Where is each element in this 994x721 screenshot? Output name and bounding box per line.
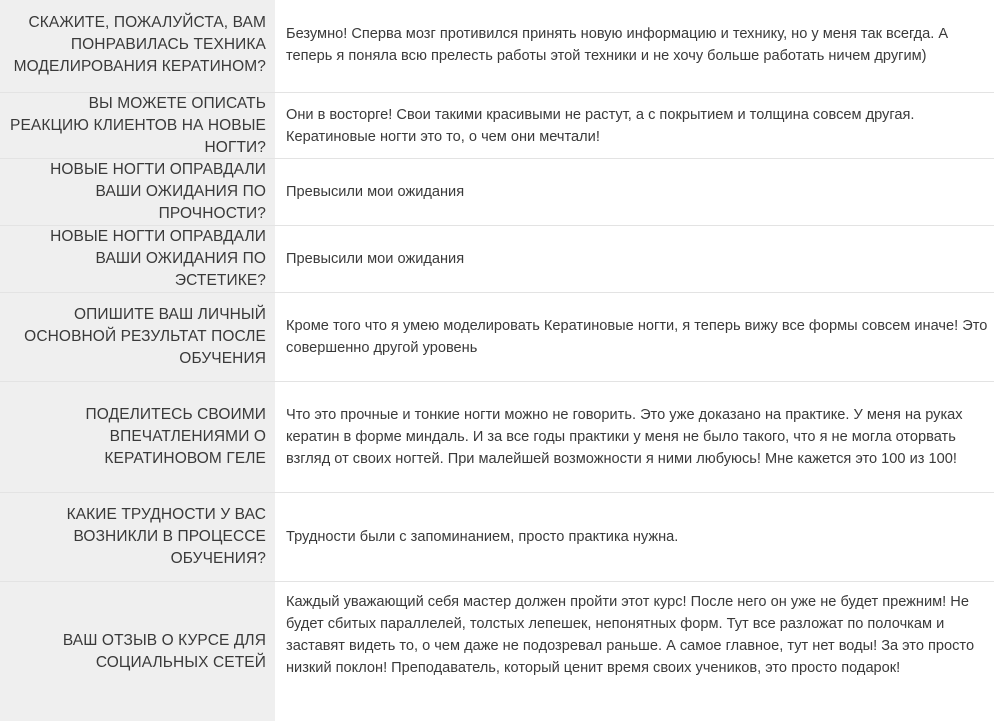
question-text: ОПИШИТЕ ВАШ ЛИЧНЫЙ ОСНОВНОЙ РЕЗУЛЬТАТ ПОСЛЕ ОБУЧЕНИЯ [24,306,266,367]
answer-cell [275,0,994,92]
question-cell [0,0,275,92]
question-text: КАКИЕ ТРУДНОСТИ У ВАС ВОЗНИКЛИ В ПРОЦЕССЕ ОБУЧЕНИЯ? [66,506,266,567]
question-cell [0,582,275,721]
answer-cell [275,293,994,381]
answer-text: Что это прочные и тонкие ногти можно не говорить. Это уже доказано на практике. У меня на руках кератин в форме миндаль. И за все годы практики у меня не было такого, что я не могла оторвать взгляд от своих ногтей. При малейшей возможности я ними любуюсь! Мне кажется это 100 из 100! [286,407,963,467]
question-text: ПОДЕЛИТЕСЬ СВОИМИ ВПЕЧАТЛЕНИЯМИ О КЕРАТИНОВОМ ГЕЛЕ [85,406,266,467]
question-cell [0,226,275,292]
answer-cell [275,226,994,292]
answer-text: Каждый уважающий себя мастер должен пройти этот курс! После него он уже не будет прежним! Не будет сбитых параллелей, толстых лепешек, непонятных форм. Тут все разложат по полочкам и заставят видеть то, о чем даже не подозревал раньше. А самое главное, тут нет воды! За это просто низкий поклон! Преподаватель, который ценит время своих учеников, это просто подарок! [286,594,975,676]
question-cell [0,93,275,158]
table-row [0,0,994,92]
answer-text: Кроме того что я умею моделировать Кератиновые ногти, я теперь вижу все формы совсем иначе! Это совершенно другой уровень [286,318,988,356]
answer-text: Безумно! Сперва мозг противился принять новую информацию и технику, но у меня так всегда. А теперь я поняла всю прелесть работы этой техники и не хочу больше работать ничем другим) [286,26,949,64]
answer-cell [275,493,994,581]
question-text: СКАЖИТЕ, ПОЖАЛУЙСТА, ВАМ ПОНРАВИЛАСЬ ТЕХНИКА МОДЕЛИРОВАНИЯ КЕРАТИНОМ? [13,14,266,75]
answer-cell [275,159,994,225]
answer-text: Трудности были с запоминанием, просто практика нужна. [286,529,679,545]
table-row [0,381,994,492]
answer-cell [275,382,994,492]
table-row [0,581,994,721]
question-cell [0,493,275,581]
question-text: НОВЫЕ НОГТИ ОПРАВДАЛИ ВАШИ ОЖИДАНИЯ ПО ЭСТЕТИКЕ? [50,228,266,289]
table-row [0,225,994,292]
table-row [0,92,994,158]
answer-text: Они в восторге! Свои такими красивыми не растут, а с покрытием и толщина совсем другая. Кератиновые ногти это то, о чем они мечтали! [286,106,915,145]
table-row [0,158,994,225]
question-cell [0,382,275,492]
answer-text: Превысили мои ожидания [286,184,465,200]
question-text: ВЫ МОЖЕТЕ ОПИСАТЬ РЕАКЦИЮ КЛИЕНТОВ НА НОВЫЕ НОГТИ? [10,94,266,156]
answer-cell [275,582,994,721]
question-text: ВАШ ОТЗЫВ О КУРСЕ ДЛЯ СОЦИАЛЬНЫХ СЕТЕЙ [62,631,266,671]
table-row [0,292,994,381]
table-row [0,492,994,581]
question-cell [0,293,275,381]
question-text: НОВЫЕ НОГТИ ОПРАВДАЛИ ВАШИ ОЖИДАНИЯ ПО ПРОЧНОСТИ? [50,161,266,222]
answer-cell [275,93,994,158]
answer-text: Превысили мои ожидания [286,251,465,267]
question-cell [0,159,275,225]
